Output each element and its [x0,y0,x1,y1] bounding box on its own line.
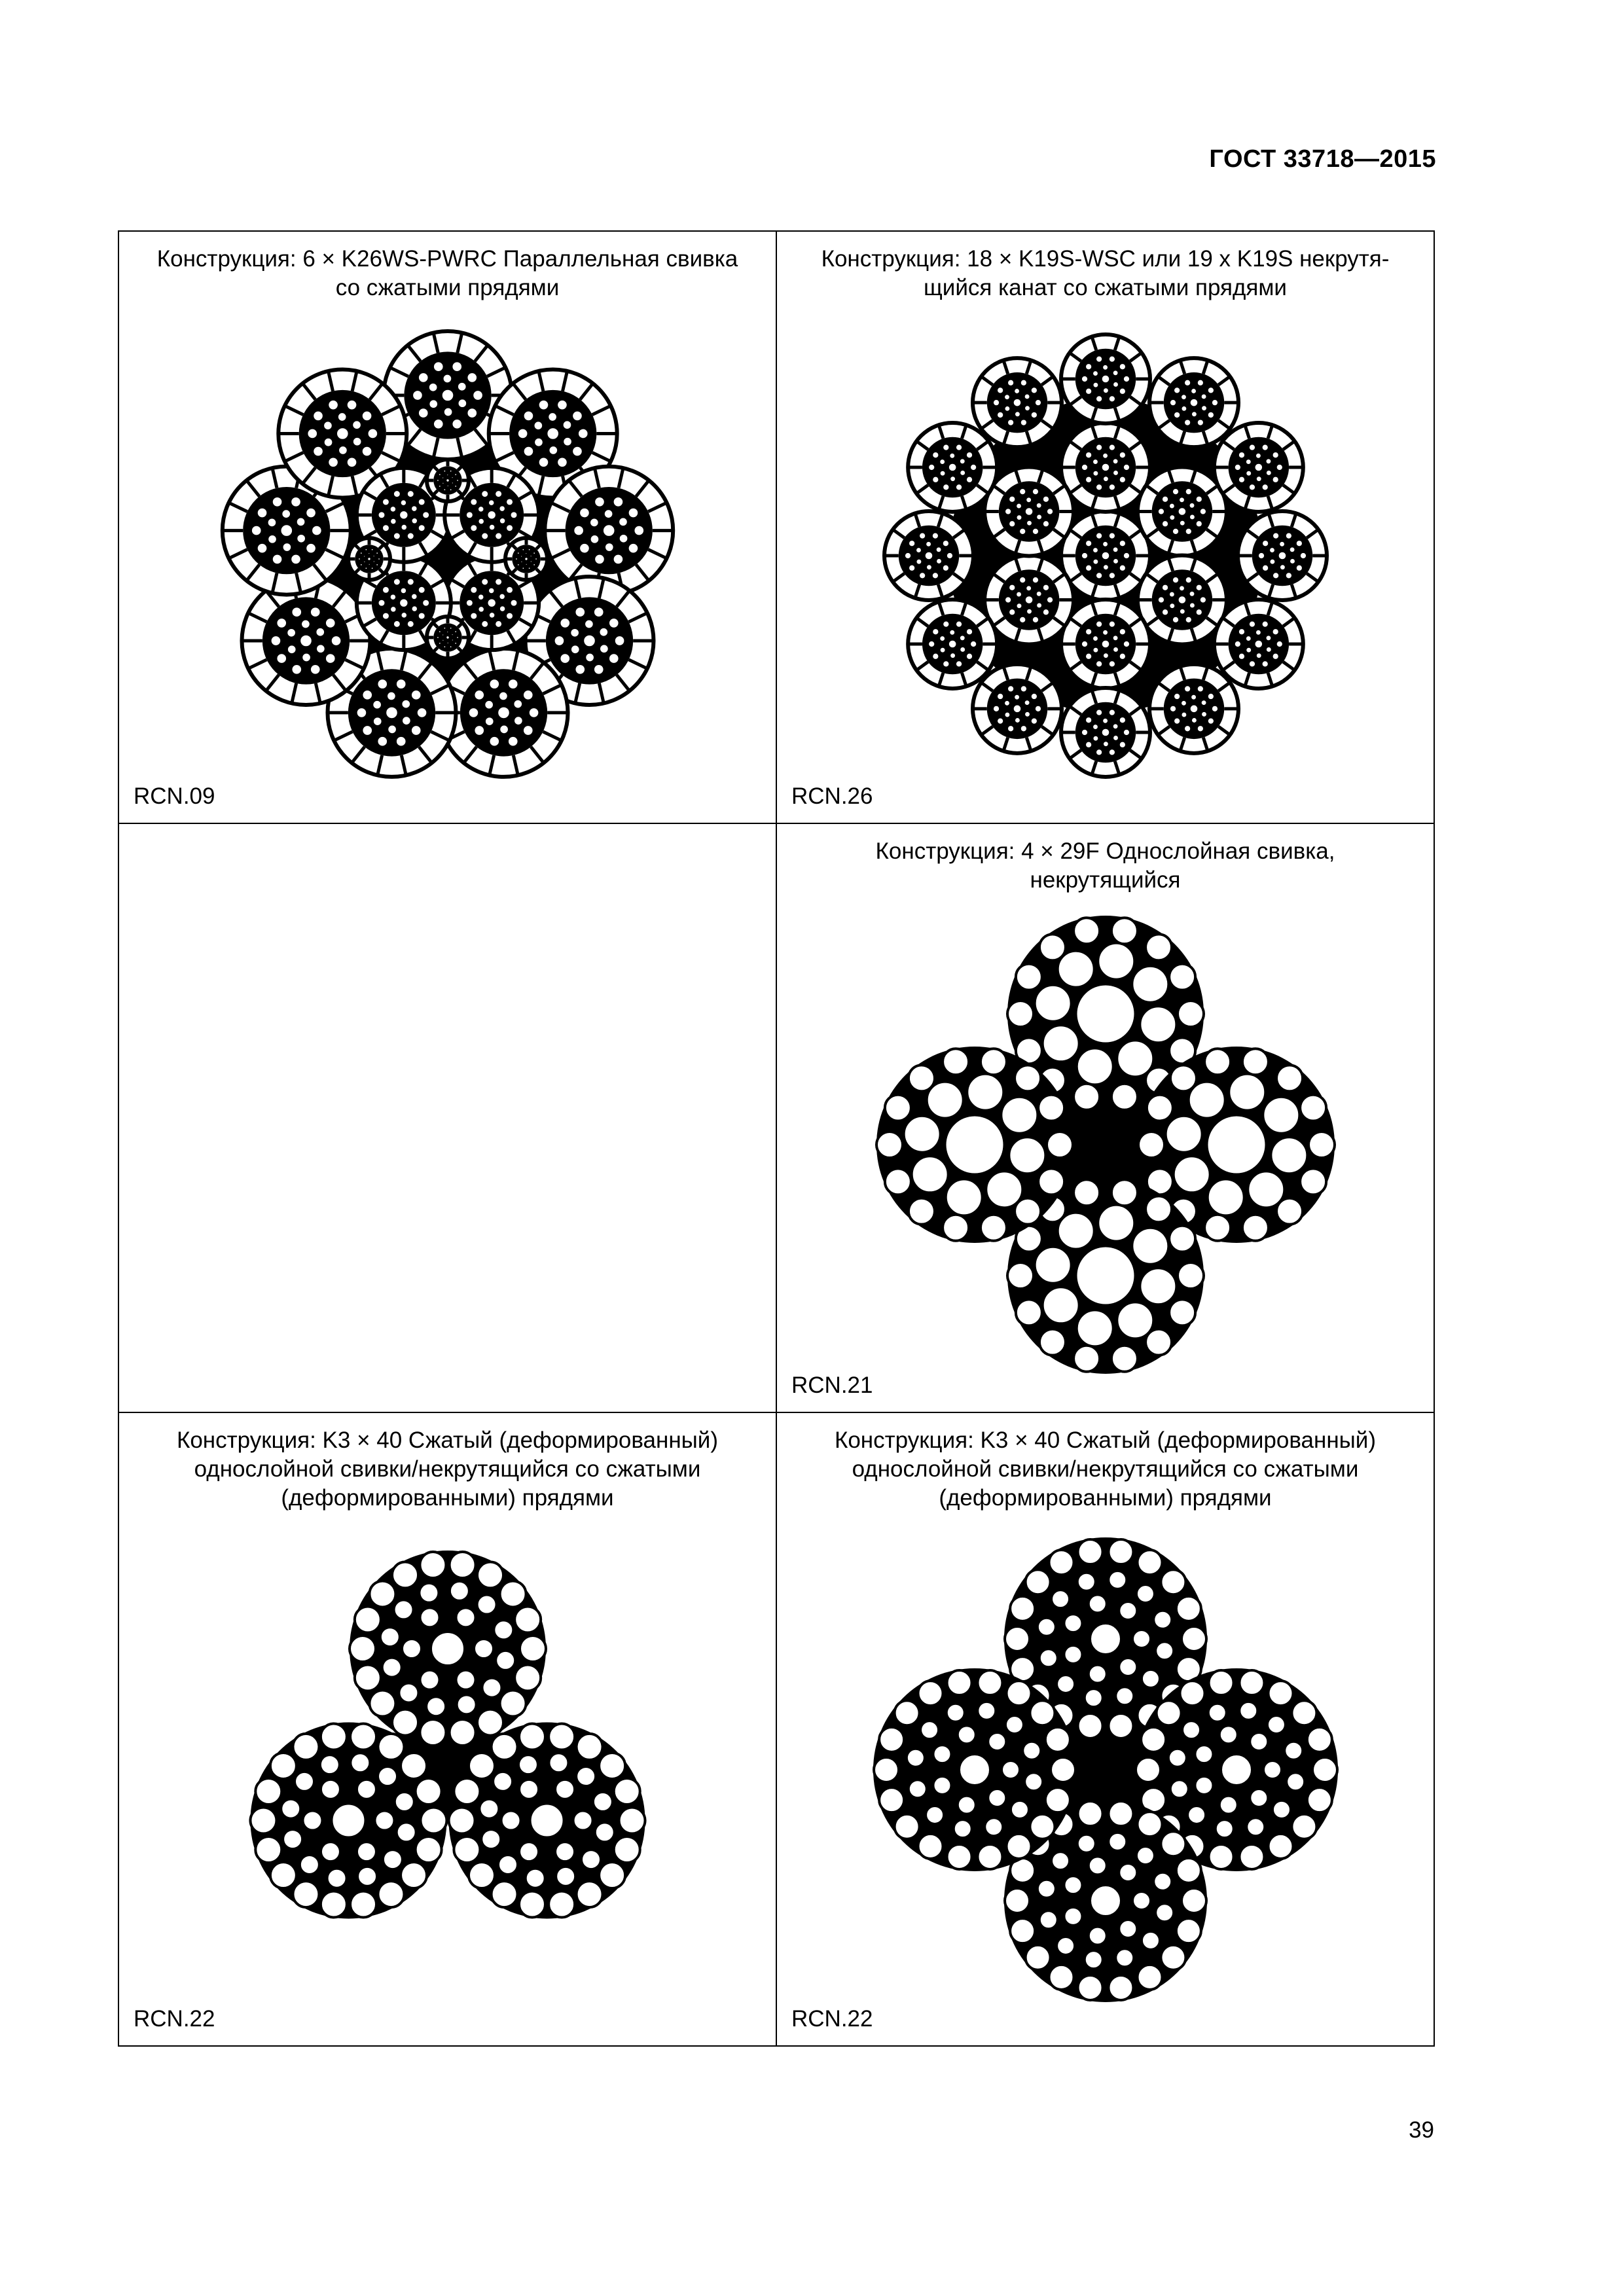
construction-code: RCN.22 [791,2006,873,2032]
cell-empty [118,823,776,1412]
construction-code: RCN.22 [134,2006,215,2032]
construction-code: RCN.09 [134,783,215,809]
rope-3x40-icon [212,1534,683,1966]
rope-4x40-icon [870,1534,1341,2005]
rope-4x29f-icon [870,909,1341,1380]
page-number: 39 [1409,2117,1434,2143]
cell-rcn09 [118,231,776,823]
cell-rcn26 [776,231,1434,823]
cell-rcn22-a [118,1412,776,2046]
caption: Конструкция: 18 × K19S-WSC или 19 х K19S некрутя- щийся канат со сжатыми прядями [821,246,1390,300]
caption: Конструкция: K3 × 40 Сжатый (деформированный) однослойной свивки/некрутящийся со сжатыми (деформированными) прядями [176,1427,719,1511]
cell-rcn22-b [776,1412,1434,2046]
construction-code: RCN.26 [791,783,873,809]
caption: Конструкция: 6 × K26WS-PWRC Параллельная свивка со сжатыми прядями [156,246,738,300]
construction-code: RCN.21 [791,1372,873,1398]
rope-6x26ws-icon [212,323,683,795]
caption: Конструкция: K3 × 40 Сжатый (деформированный) однослойной свивки/некрутящийся со сжатыми (деформированными) прядями [834,1427,1377,1511]
caption: Конструкция: 4 × 29F Однослойная свивка, некрутящийся [875,838,1335,893]
rope-18x19s-icon [870,320,1341,791]
cell-rcn21 [776,823,1434,1412]
standard-title: ГОСТ 33718—2015 [1209,145,1436,173]
rope-constructions-table [118,230,1435,2047]
